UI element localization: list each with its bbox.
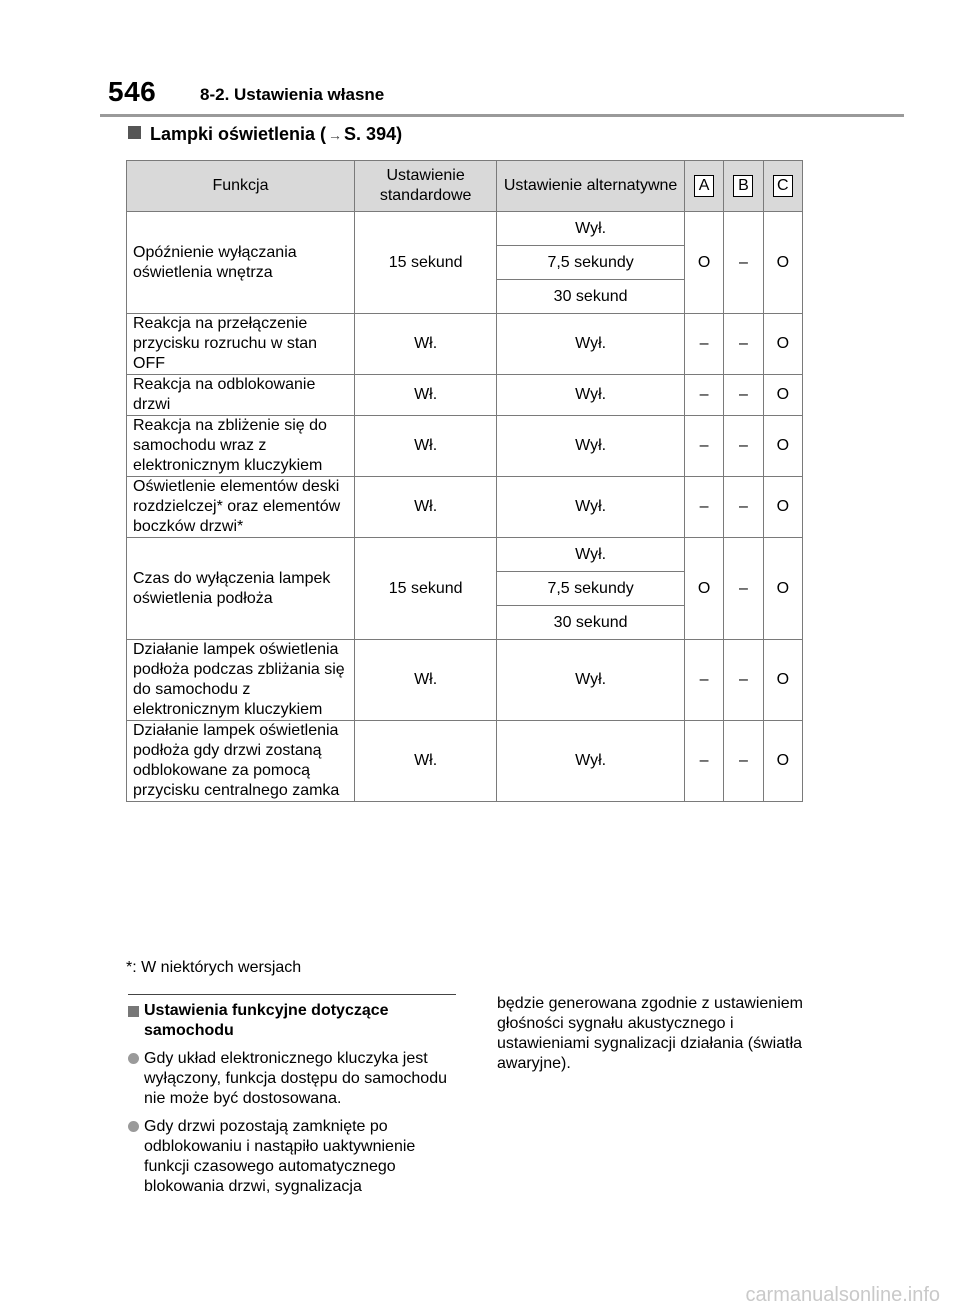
table-row (127, 538, 803, 572)
circle-bullet-icon (128, 1053, 139, 1064)
cell-function: Reakcja na przełączenie przycisku rozruchu w stan OFF (127, 314, 355, 375)
cell-standard: Wł. (355, 375, 497, 416)
cell-mark-c: O (763, 640, 802, 721)
cell-standard: Wł. (355, 314, 497, 375)
footnote: *: W niektórych wersjach (126, 959, 302, 976)
header-c (763, 161, 802, 212)
settings-table (126, 160, 803, 802)
cell-mark-b: – (724, 416, 763, 477)
letter-c-icon: C (773, 175, 793, 197)
cell-alternative: Wył. (497, 640, 685, 721)
cell-alternative: Wył. (497, 416, 685, 477)
header-b (724, 161, 763, 212)
note-bullet (128, 1117, 456, 1197)
cell-alternative: 7,5 sekundy (497, 246, 685, 280)
table-row (127, 375, 803, 416)
table-row (127, 721, 803, 802)
table-header-row (127, 161, 803, 212)
cell-mark-a: O (684, 212, 723, 314)
cell-mark-c: O (763, 538, 802, 640)
cell-mark-c: O (763, 416, 802, 477)
table-row (127, 212, 803, 246)
page-header (108, 76, 904, 114)
cell-alternative: Wył. (497, 314, 685, 375)
cell-mark-c: O (763, 375, 802, 416)
arrow-right-icon: → (328, 127, 343, 143)
cell-mark-a: – (684, 314, 723, 375)
header-a (684, 161, 723, 212)
cell-mark-c: O (763, 212, 802, 314)
section-title: 8-2. Ustawienia własne (200, 85, 385, 104)
letter-b-icon: B (733, 175, 753, 197)
header-rule (100, 114, 904, 117)
table-row (127, 640, 803, 721)
cell-mark-c: O (763, 721, 802, 802)
cell-function: Reakcja na zbliżenie się do samochodu wraz z elektronicznym kluczykiem (127, 416, 355, 477)
cell-mark-a: – (684, 640, 723, 721)
cell-mark-a: – (684, 721, 723, 802)
cell-alternative: Wył. (497, 477, 685, 538)
cell-mark-b: – (724, 721, 763, 802)
cell-function: Działanie lampek oświetlenia podłoża podczas zbliżania się do samochodu z elektronicznym kluczykiem (127, 640, 355, 721)
cell-mark-a: O (684, 538, 723, 640)
notes-continuation: będzie generowana zgodnie z ustawieniem głośności sygnału akustycznego i ustawieniami sygnalizacji działania (światła awaryjne). (497, 995, 803, 1072)
cell-mark-b: – (724, 212, 763, 314)
notes-rule (128, 994, 456, 995)
cell-function: Działanie lampek oświetlenia podłoża gdy drzwi zostaną odblokowane za pomocą przycisku centralnego zamka (127, 721, 355, 802)
cell-alternative: Wył. (497, 212, 685, 246)
cell-standard: 15 sekund (355, 538, 497, 640)
page-number: 546 (108, 76, 157, 107)
header-alternative: Ustawienie alternatywne (497, 161, 685, 212)
cell-standard: Wł. (355, 477, 497, 538)
cell-mark-b: – (724, 640, 763, 721)
section-heading-ref: S. 394) (344, 124, 403, 144)
letter-a-icon: A (694, 175, 714, 197)
cell-function: Opóźnienie wyłączania oświetlenia wnętrza (127, 212, 355, 314)
cell-standard: Wł. (355, 640, 497, 721)
cell-mark-a: – (684, 416, 723, 477)
cell-mark-a: – (684, 375, 723, 416)
circle-bullet-icon (128, 1121, 139, 1132)
cell-standard: Wł. (355, 416, 497, 477)
cell-mark-c: O (763, 314, 802, 375)
square-bullet-icon (128, 126, 141, 139)
cell-standard: 15 sekund (355, 212, 497, 314)
table-row (127, 477, 803, 538)
header-standard: Ustawienie standardowe (355, 161, 497, 212)
cell-alternative: Wył. (497, 375, 685, 416)
notes-heading (128, 1001, 456, 1041)
cell-function: Oświetlenie elementów deski rozdzielczej* oraz elementów boczków drzwi* (127, 477, 355, 538)
cell-function: Reakcja na odblokowanie drzwi (127, 375, 355, 416)
note-bullet (128, 1049, 456, 1109)
square-bullet-icon (128, 1006, 139, 1017)
cell-mark-b: – (724, 314, 763, 375)
cell-alternative: 7,5 sekundy (497, 572, 685, 606)
notes-right-column (497, 994, 817, 1074)
note-bullet-text: Gdy układ elektronicznego kluczyka jest wyłączony, funkcja dostępu do samochodu nie może być dostosowana. (144, 1050, 447, 1107)
section-heading-title: Lampki oświetlenia ( (150, 124, 327, 144)
cell-mark-b: – (724, 477, 763, 538)
cell-alternative: 30 sekund (497, 606, 685, 640)
watermark: carmanualsonline.info (745, 1284, 940, 1306)
cell-function: Czas do wyłączenia lampek oświetlenia podłoża (127, 538, 355, 640)
header-function: Funkcja (127, 161, 355, 212)
table-row (127, 416, 803, 477)
section-heading (128, 124, 402, 145)
cell-mark-b: – (724, 375, 763, 416)
table-body (127, 212, 803, 802)
cell-mark-a: – (684, 477, 723, 538)
note-bullet-text: Gdy drzwi pozostają zamknięte po odblokowaniu i nastąpiło uaktywnienie funkcji czasowego automatycznego blokowania drzwi, sygnalizacja (144, 1118, 416, 1195)
notes-heading-text: Ustawienia funkcyjne dotyczące samochodu (144, 1002, 389, 1039)
cell-alternative: Wył. (497, 538, 685, 572)
notes-left-column (128, 994, 456, 1205)
table-row (127, 314, 803, 375)
cell-standard: Wł. (355, 721, 497, 802)
cell-mark-c: O (763, 477, 802, 538)
cell-alternative: Wył. (497, 721, 685, 802)
cell-alternative: 30 sekund (497, 280, 685, 314)
cell-mark-b: – (724, 538, 763, 640)
